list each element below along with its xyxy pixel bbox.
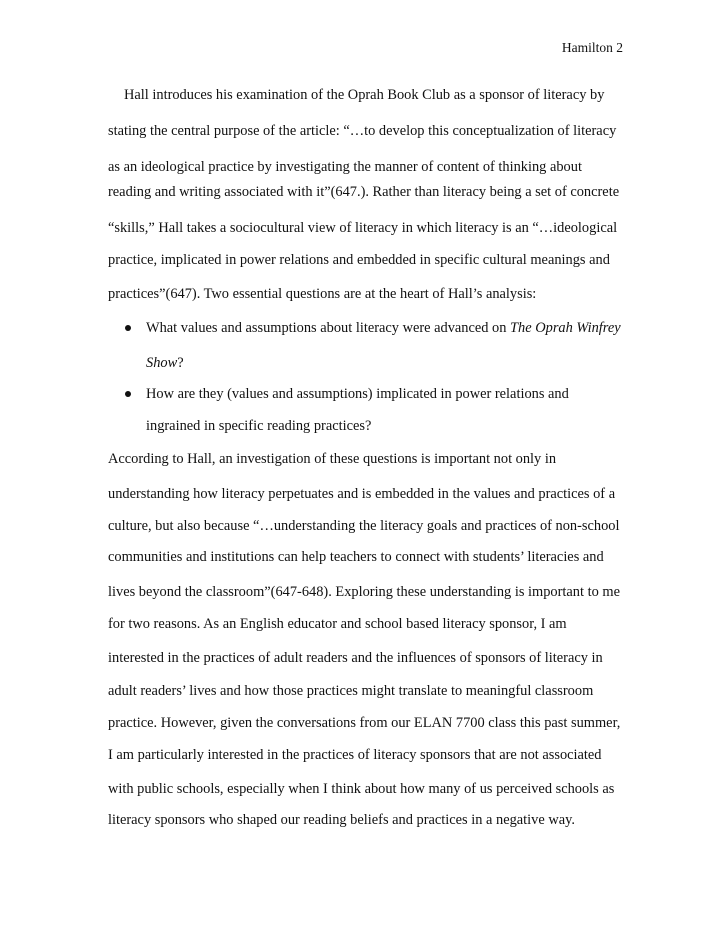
running-header: Hamilton 2 [561, 40, 623, 55]
paragraph-2-line-7: interested in the practices of adult readers and the influences of sponsors of literacy in [108, 650, 603, 666]
bullet-dot-1 [125, 325, 131, 331]
paragraph-1-line-4: reading and writing associated with it”(647.). Rather than literacy being a set of concrete [108, 184, 620, 200]
paragraph-1-line-2: stating the central purpose of the article: “…to develop this conceptualization of literacy [108, 123, 617, 139]
bullet-dot-2 [125, 391, 131, 397]
paragraph-1-line-3: as an ideological practice by investigating the manner of content of thinking about [108, 159, 582, 175]
paragraph-1-line-5: “skills,” Hall takes a sociocultural view of literacy in which literacy is an “…ideological [108, 220, 618, 236]
paragraph-2-line-9: practice. However, given the conversations from our ELAN 7700 class this past summer, [108, 715, 621, 731]
paragraph-2-line-6: for two reasons. As an English educator and school based literacy sponsor, I am [108, 616, 567, 632]
paragraph-2-line-11: with public schools, especially when I think about how many of us perceived schools as [108, 781, 615, 797]
bullet-1-line-2 [146, 354, 184, 372]
paragraph-2-line-12: literacy sponsors who shaped our reading beliefs and practices in a negative way. [108, 812, 575, 828]
bullet-1-text: What values and assumptions about literacy were advanced on [146, 320, 511, 336]
paragraph-2-line-3: culture, but also because “…understanding the literacy goals and practices of non-school [108, 518, 620, 534]
paragraph-2-line-2: understanding how literacy perpetuates and is embedded in the values and practices of a [108, 486, 616, 502]
paragraph-1-line-7: practices”(647). Two essential questions are at the heart of Hall’s analysis: [108, 286, 537, 302]
paragraph-2-line-5: lives beyond the classroom”(647-648). Exploring these understanding is important to me [108, 584, 620, 600]
paragraph-2-line-8: adult readers’ lives and how those practices might translate to meaningful classroom [108, 683, 594, 699]
bullet-1-show-title: The Oprah Winfrey [510, 320, 621, 336]
paragraph-1-line-6: practice, implicated in power relations and embedded in specific cultural meanings and [108, 252, 610, 268]
bullet-1-question-mark: ? [177, 355, 184, 371]
bullet-1-line-1 [146, 319, 621, 337]
paragraph-1-line-1: Hall introduces his examination of the Oprah Book Club as a sponsor of literacy by [124, 87, 605, 103]
bullet-1-show-title-end: Show [146, 355, 178, 371]
bullet-2-line-2: ingrained in specific reading practices? [146, 418, 372, 434]
paragraph-2-line-1: According to Hall, an investigation of these questions is important not only in [108, 451, 557, 467]
paragraph-2-line-10: I am particularly interested in the practices of literacy sponsors that are not associated [108, 747, 602, 763]
bullet-2-line-1: How are they (values and assumptions) implicated in power relations and [146, 386, 569, 402]
paragraph-2-line-4: communities and institutions can help teachers to connect with students’ literacies and [108, 549, 604, 565]
